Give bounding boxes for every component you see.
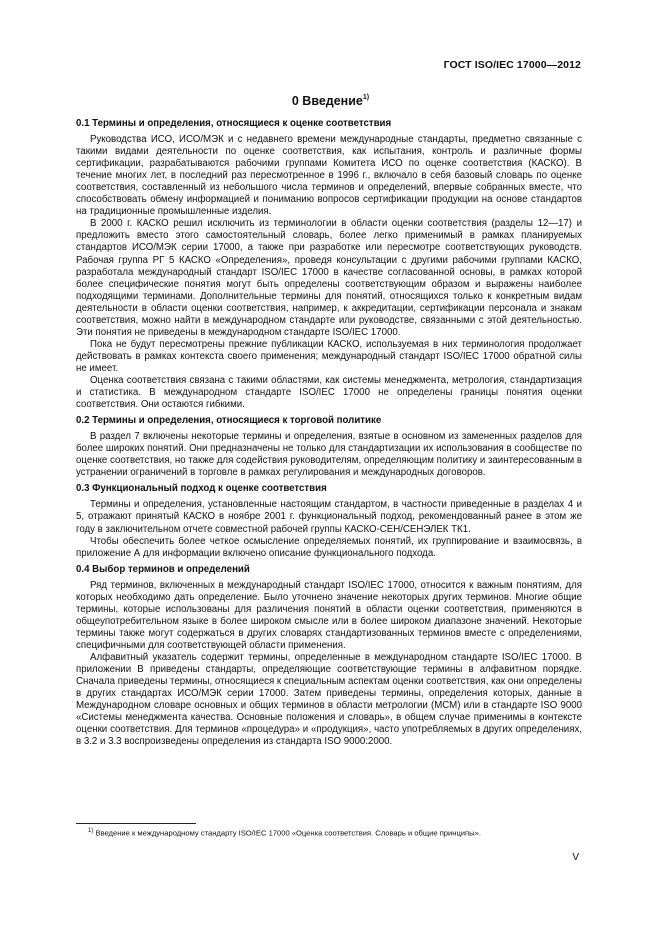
page-number: V <box>572 852 579 863</box>
paragraph: Руководства ИСО, ИСО/МЭК и с недавнего времени международные стандарты, предметно связанные с такими видами деятельности по оценке соответствия, как испытания, контроль и различные формы сертификации, разрабатываются рабочими группами Комитета ИСО по оценке соответствия (КАСКО). В течение многих лет, в последний раз пересмотренное в 1996 г., включало в себя базовый словарь по оценке соответствия, составленный из небольшого числа терминов и определений, впервые собранных вместе, что способствовать обмену информацией и пониманию вопросов сертификации продукции на основе стандартов на традиционные промышленные изделия. <box>76 134 582 218</box>
title-footnote-mark: 1) <box>362 93 370 101</box>
paragraph: Ряд терминов, включенных в международный стандарт ISO/IEC 17000, относится к важным понятиям, для которых необходимо дать определение. Было уточнено значение некоторых других терминов. Многие общие термины, которые использованы для различения понятий в области оценки соответствия, применяются в общеупотребительном языке в более широком смысле или в более широком диапазоне значений. Некоторые термины также могут содержаться в других словарях стандартизованных терминов вместе с определениями, специфичными для соответствующей области применения. <box>76 579 582 651</box>
paragraph: Алфавитный указатель содержит термины, определенные в международном стандарте ISO/IEC 17000. В приложении В приведены стандарты, определяющие соответствующие термины в алфавитном порядке. Сначала приведены термины, относящиеся к специальным аспектам оценки соответствия, как они определены в других стандартах ИСО/МЭК серии 17000. Затем приведены термины, определения которых, данные в Международном словаре основных и общих терминов в области метрологии (МСМ) или в стандарте ISO 9000 «Системы менеджмента качества. Основные положения и словарь», в общем случае применимы в контексте оценки соответствия. Для терминов «процедура» и «продукция», часто употребляемых в других определениях, в 3.2 и 3.3 воспроизведены определения из стандарта ISO 9000:2000. <box>76 651 582 748</box>
paragraph: Термины и определения, установленные настоящим стандартом, в частности приведенные в разделах 4 и 5, отражают принятый КАСКО в ноябре 2001 г. функциональный подход, рекомендованный ранее в этом же году в заключительном отчете совместной рабочей группы КАСКО-СЕН/СЕНЭЛЕК ТК1. <box>76 499 582 535</box>
footnote-divider <box>76 823 196 824</box>
footnote-mark: 1) <box>88 828 94 834</box>
footnote-text: Введение к международному стандарту ISO/IEC 17000 «Оценка соответствия. Словарь и общие принципы». <box>95 828 481 838</box>
paragraph: Оценка соответствия связана с такими областями, как системы менеджмента, метрология, стандартизация и статистика. В международном стандарте ISO/IEC 17000 не определены границы понятия оценки соответствия. Они остаются гибкими. <box>76 374 582 411</box>
page-title <box>0 94 661 108</box>
document-id-header: ГОСТ ISO/IEC 17000—2012 <box>443 59 581 71</box>
title-text: 0 Введение <box>291 94 363 108</box>
footnote <box>88 828 582 838</box>
paragraph: В раздел 7 включены некоторые термины и определения, взятые в основном из замененных разделов для более широких понятий. Они предназначены не только для стандартизации их использования в сообществе по оценке соответствия, но также для содействия руководителям, определяющим политику и заинтересованным в устранении ограничений в торговле в рамках регулирования и международных договоров. <box>76 431 582 479</box>
paragraph: Пока не будут пересмотрены прежние публикации КАСКО, используемая в них терминология продолжает действовать в рамках контекста своего применения; международный стандарт ISO/IEC 17000 обратной силы не имеет. <box>76 338 582 374</box>
section-heading-0-2: 0.2 Термины и определения, относящиеся к торговой политике <box>76 415 382 427</box>
paragraph: В 2000 г. КАСКО решил исключить из терминологии в области оценки соответствия (разделы 12—17) и предложить вместо этого самостоятельный словарь, более легко применимый в рамках планируемых стандартов ИСО/МЭК серии 17000, а также при разработке или пересмотре соответствующих руководств. Рабочая группа РГ 5 КАСКО «Определения», проведя консультации с другими рабочими группами КАСКО, разработала международный стандарт ISO/IEC 17000 в качестве согласованной основы, в рамках которой более специфические понятия могут быть определены соответствующим образом и выражены наиболее подходящими терминами. Дополнительные термины для понятий, относящихся только к конкретным видам деятельности в области оценки соответствия, например, к аккредитации, сертификации персонала и знакам соответствия, можно найти в международном стандарте или руководстве, связанными с этой деятельностью. Эти понятия не приведены в международном стандарте ISO/IEC 17000. <box>76 218 582 338</box>
paragraph: Чтобы обеспечить более четкое осмысление определяемых понятий, их группирование и взаимосвязь, в приложение А для информации включено описание функционального подхода. <box>76 535 582 559</box>
section-heading-0-1: 0.1 Термины и определения, относящиеся к оценке соответствия <box>76 118 392 129</box>
section-heading-0-3: 0.3 Функциональный подход к оценке соответствия <box>76 483 327 495</box>
section-heading-0-4: 0.4 Выбор терминов и определений <box>76 563 250 575</box>
document-body <box>76 118 582 748</box>
